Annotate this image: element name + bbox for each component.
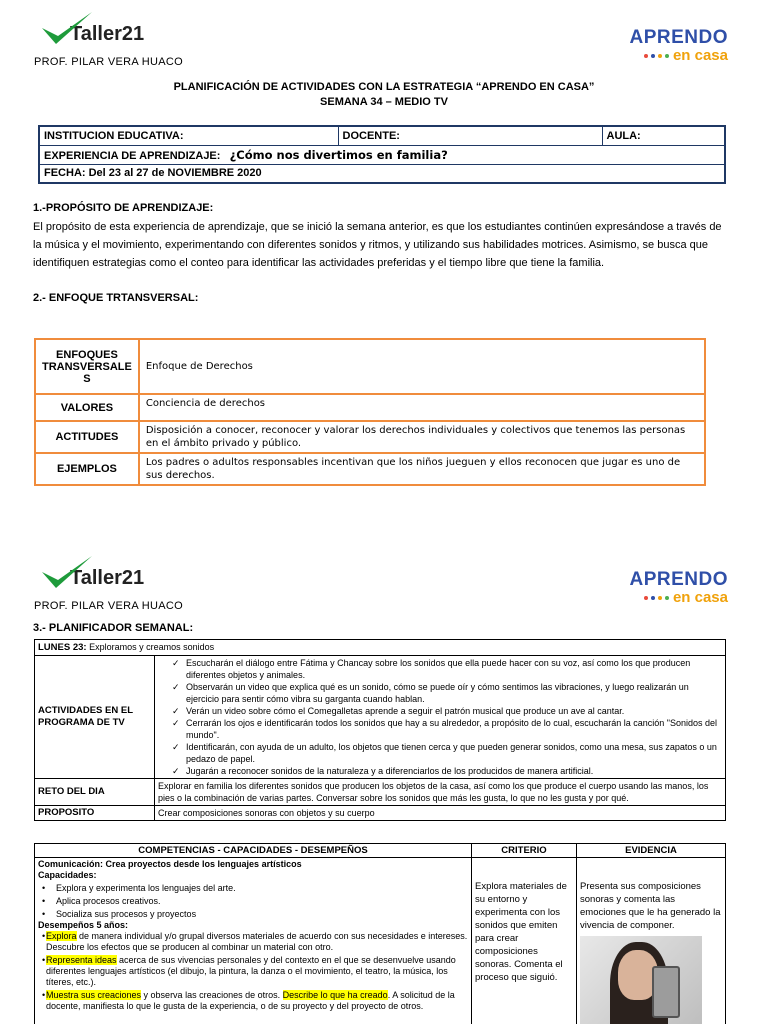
actitudes-label: ACTITUDES (35, 421, 139, 453)
evidencia-header: EVIDENCIA (577, 844, 726, 858)
colored-dots-icon (644, 54, 669, 58)
taller21-logo (38, 10, 144, 50)
list-item: • Socializa sus procesos y proyectos (38, 909, 468, 920)
ejemplos-value: Los padres o adultos responsables incentivan que los niños jueguen y ellos reconocen que jugar es uno de sus derechos. (139, 453, 705, 485)
aprendo-en-casa-logo (629, 28, 728, 63)
reto-value: Explorar en familia los diferentes sonidos que producen los objetos de la casa, así como los que produce el cuerpo usando las manos, los pies o la combinación de varias partes. Conversar sobre los sonidos que más les gusta, lo que no les gusta y por qué. (155, 779, 726, 806)
valores-label: VALORES (35, 394, 139, 421)
proposito-value: Crear composiciones sonoras con objetos y su cuerpo (155, 806, 726, 821)
criterio-text: Explora materiales de su entorno y experimenta con los sonidos que emiten para crear composiciones sonoras. Comenta el proceso que siguió. (475, 881, 567, 983)
list-item: ✓ Identificarán, con ayuda de un adulto, los objetos que tienen cerca y que pueden generar sonidos, como una mesa, sus zapatos o un pedazo de papel. (172, 742, 717, 764)
logo-number: 21 (121, 23, 145, 45)
list-item: • Explora de manera individual y/o grupal diversos materiales de acuerdo con sus necesidades e intereses. Descubre los efectos que se producen al combinar un material con otro. (38, 931, 468, 953)
page-2 (0, 548, 768, 1024)
list-item: ✓ Cerrarán los ojos e identificarán todos los sonidos que hay a su alrededor, a propósito de lo cual, escucharán la canción "Sonidos del mundo". (172, 718, 718, 740)
reto-label: RETO DEL DIA (35, 779, 155, 806)
checkmark-icon: ✓ (172, 718, 180, 728)
list-item: • Explora y experimenta los lenguajes del arte. (38, 883, 468, 894)
page-title (0, 80, 768, 110)
checkmark-icon (38, 554, 96, 594)
proposito-label: PROPOSITO (35, 806, 155, 821)
list-item: ✓ Escucharán el diálogo entre Fátima y Chancay sobre los sonidos que ella puede hacer con su voz, así como los que producen diferentes objetos y animales. (172, 658, 691, 680)
checkmark-icon: ✓ (172, 766, 180, 776)
student-photo (580, 936, 702, 1024)
competencias-cell (35, 858, 472, 1024)
docente-cell: DOCENTE: (338, 126, 602, 145)
fecha-cell: FECHA: Del 23 al 27 de NOVIEMBRE 2020 (39, 164, 725, 183)
institucion-cell: INSTITUCION EDUCATIVA: (39, 126, 338, 145)
checkmark-icon: ✓ (172, 742, 180, 752)
grater-icon (652, 966, 680, 1018)
list-item: • Aplica procesos creativos. (38, 896, 468, 907)
list-item: • Muestra sus creaciones y observa las creaciones de otros. Describe lo que ha creado. A solicitud de la docente, manifiesta lo que le gusta de la experiencia, o de su proyecto y del proyecto de otros. (38, 990, 468, 1012)
teacher-name: PROF. PILAR VERA HUACO (34, 56, 184, 68)
competencias-table (34, 843, 726, 1024)
enfoque-table (34, 338, 706, 486)
logo-text: Taller (70, 23, 122, 45)
checkmark-icon: ✓ (172, 682, 180, 692)
proposito-paragraph: El propósito de esta experiencia de aprendizaje, que se inició la semana anterior, es que los estudiantes continúen expresándose a través de la música y el movimiento, experimentando con diferentes sonidos y ritmos, y utilizando sus habilidades motrices. Asimismo, se busca que identifiquen estrategias como el conteo para identificar las actividades preferidas y el tiempo libre que tiene la familia. (33, 221, 722, 269)
list-item: ✓ Observarán un video que explica qué es un sonido, cómo se puede oír y cómo sentimos las vibraciones, y luego realizarán un ejercicio para sentir cómo vibra su garganta cuando hablan. (172, 682, 689, 704)
criterio-cell (472, 858, 577, 1024)
en-casa-text: en casa (672, 589, 728, 606)
checkmark-icon: ✓ (172, 658, 180, 668)
enfoques-label: ENFOQUES TRANSVERSALE S (35, 339, 139, 394)
aula-cell: AULA: (602, 126, 725, 145)
checkmark-icon: ✓ (172, 706, 180, 716)
capacidades-label: Capacidades: (38, 870, 97, 880)
activities-list (158, 657, 722, 777)
list-item: • Representa ideas acerca de sus vivencias personales y del contexto en el que se desenvuelve usando diferentes lenguajes artísticos (el dibujo, la pintura, la danza o el movimiento, el teatro, la música, los títeres, etc.). (38, 955, 468, 988)
taller21-logo (38, 554, 144, 594)
logo-number: 21 (121, 567, 145, 589)
section-2-heading: 2.- ENFOQUE TRTANSVERSAL: (33, 292, 199, 304)
day-title: Exploramos y creamos sonidos (89, 642, 215, 652)
evidencia-cell (577, 858, 726, 1024)
checkmark-icon (38, 10, 96, 50)
enfoques-value: Enfoque de Derechos (139, 339, 705, 394)
evidencia-text: Presenta sus composiciones sonoras y comenta las emociones que le ha generado la vivencia de componer. (580, 881, 721, 931)
info-table (38, 125, 726, 184)
aprendo-text: APRENDO (629, 569, 728, 590)
valores-value: Conciencia de derechos (139, 394, 705, 421)
colored-dots-icon (644, 596, 669, 600)
en-casa-text: en casa (672, 47, 728, 64)
section-3-heading: 3.- PLANIFICADOR SEMANAL: (33, 622, 194, 634)
aprendo-text: APRENDO (629, 27, 728, 48)
activities-label: ACTIVIDADES EN EL PROGRAMA DE TV (35, 656, 155, 779)
activities-cell (155, 656, 726, 779)
title-line-2: SEMANA 34 – MEDIO TV (320, 96, 448, 108)
desempenos-label: Desempeños 5 años: (38, 920, 129, 930)
list-item: ✓ Jugarán a reconocer sonidos de la naturaleza y a diferenciarlos de los producidos de manera artificial. (172, 766, 594, 776)
section-1-heading: 1.-PROPÓSITO DE APRENDIZAJE: (33, 202, 214, 214)
actitudes-value: Disposición a conocer, reconocer y valorar los derechos individuales y colectivos que tenemos las personas en el ámbito privado y público. (139, 421, 705, 453)
list-item: ✓ Verán un video sobre cómo el Comegalletas aprende a seguir el patrón musical que produce un ave al cantar. (172, 706, 625, 716)
aprendo-en-casa-logo (629, 570, 728, 605)
experiencia-value: ¿Cómo nos divertimos en familia? (229, 147, 448, 162)
teacher-name: PROF. PILAR VERA HUACO (34, 600, 184, 612)
criterio-header: CRITERIO (472, 844, 577, 858)
competencias-header: COMPETENCIAS - CAPACIDADES - DESEMPEÑOS (35, 844, 472, 858)
planner-table (34, 639, 726, 821)
competencia-title: Comunicación: Crea proyectos desde los lenguajes artísticos (38, 859, 302, 869)
day-row: LUNES 23: Exploramos y creamos sonidos (35, 640, 726, 656)
logo-text: Taller (70, 567, 122, 589)
title-line-1: PLANIFICACIÓN DE ACTIVIDADES CON LA ESTRATEGIA “APRENDO EN CASA” (173, 81, 595, 93)
experiencia-cell: EXPERIENCIA DE APRENDIZAJE: ¿Cómo nos divertimos en familia? (39, 145, 725, 164)
ejemplos-label: EJEMPLOS (35, 453, 139, 485)
